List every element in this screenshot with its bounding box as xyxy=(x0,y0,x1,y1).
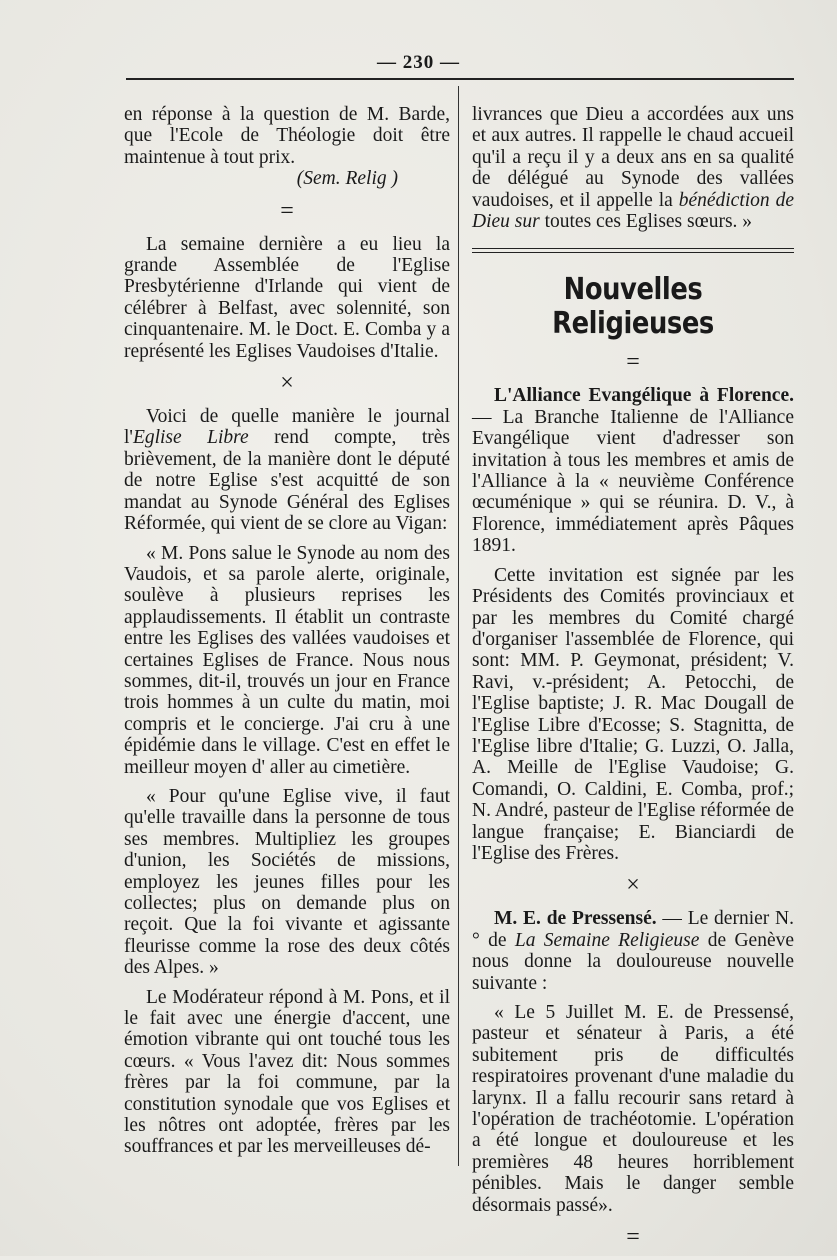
article-alliance-paragraph-2: Cette invitation est signée par les Présidents des Comités provinciaux et par les membres du Comité chargé d'organiser l'assemblée de Florence, qui sont: MM. P. Geymonat, président; V. Ravi, v.-président; A. Petocchi, de l'Eglise baptiste; J. R. Mac Dougall de l'Eglise Libre d'Ecosse; S. Stagnitta, de l'Eglise libre d'Italie; G. Luzzi, O. Jalla, A. Meille de l'Eglise Vaudoise; G. Comandi, O. Caldini, E. Comba, prof.; N. André, pasteur de l'Eglise réformée de langue française; E. Bianciardi de l'Eglise des Frères. xyxy=(472,564,794,864)
article-pressense-after: de Genève nous donne la douloureuse nouvelle suivante : xyxy=(472,929,794,994)
separator-equals-end: = xyxy=(626,1224,640,1251)
p3-text-before: Voici de quelle manière le journal l' xyxy=(124,406,450,449)
left-paragraph-4: « M. Pons salue le Synode au nom des Vaudois, et sa parole alerte, originale, soulève à plusieurs reprises les applaudissements. Il établit un contraste entre les Eglises des vallées vaudoises et certaines Eglises de France. Nous nous sommes, dit-il, trouvés un jour en France trois hommes à un culte du matin, moi compris et le concierge. J'ai cru à une épidémie dans le village. C'est en effet le meilleur moyen d' aller au cimetière. xyxy=(124,542,450,778)
header-rule xyxy=(126,78,794,80)
column-divider xyxy=(458,86,459,1166)
r1-text-after: toutes ces Eglises sœurs. » xyxy=(539,211,753,233)
section-title: Nouvelles Religieuses xyxy=(552,272,714,342)
left-column xyxy=(124,104,450,1158)
separator-equals: = xyxy=(626,349,640,376)
article-pressense-paragraph-2: « Le 5 Juillet M. E. de Pressensé, pasteur et sénateur à Paris, a été subitement pris de difficultés respiratoires provenant d'une maladie du larynx. Il a fallu recourir sans retard à l'opération de trachéotomie. L'opération a été longue et douloureuse et les premières 48 heures horriblement pénibles. Mais le danger semble désormais passé». xyxy=(472,1002,794,1216)
r1-text-before: livrances que Dieu a accordées aux uns et aux autres. Il rappelle le chaud accueil qu'il a reçu il y a deux ans en sa qualité de délégué au Synode des vallées vaudoises, et il appelle la xyxy=(472,104,794,211)
left-paragraph-2: La semaine dernière a eu lieu la grande Assemblée de l'Eglise Presbytérienne d'Irlande qui vient de célébrer à Belfast, avec solennité, son cinquantenaire. M. le Doct. E. Comba y a représenté les Eglises Vaudoises d'Italie. xyxy=(124,233,450,362)
article-pressense-journal: La Semaine Religieuse xyxy=(514,929,700,951)
separator-equals: = xyxy=(280,197,294,224)
page-number: — 230 — xyxy=(377,52,460,73)
article-pressense-before: — Le dernier N.° de xyxy=(472,908,794,951)
article-alliance-heading: L'Alliance Evangélique à Florence. xyxy=(494,385,794,407)
r1-italic: bénédiction de Dieu sur xyxy=(472,189,795,233)
journal-title: Eglise Libre xyxy=(132,427,249,449)
left-paragraph-1: en réponse à la question de M. Barde, que l'Ecole de Théologie doit être maintenue à tout prix. xyxy=(124,104,450,168)
left-paragraph-6: Le Modérateur répond à M. Pons, et il le fait avec une énergie d'accent, une émotion vibrante qui ont touché tous les cœurs. « Vous l'avez dit: Nous sommes frères par la foi commune, par la constitution synodale que vos Eglises et les nôtres ont adoptée, frères par les souffrances et par les merveilleuses dé- xyxy=(124,986,450,1158)
p3-text-after: rend compte, très brièvement, de la manière dont le député de notre Eglise s'est acquitté de son mandat au Synode Général des Eglises Réformée, qui vient de se clore au Vigan: xyxy=(124,427,450,535)
article-pressense xyxy=(472,908,794,994)
separator-cross: × xyxy=(626,872,640,899)
article-alliance-text: — La Branche Italienne de l'Alliance Evangélique vient d'adresser son invitation à tous les membres et amis de l'Alliance à la « neuvième Conférence œcuménique » qui se réunira. D. V., à Florence, immédiatement après Pâques 1891. xyxy=(472,406,794,557)
article-alliance xyxy=(472,385,794,556)
right-paragraph-1 xyxy=(472,104,794,232)
left-paragraph-5: « Pour qu'une Eglise vive, il faut qu'elle travaille dans la personne de tous ses membres. Multipliez les groupes d'union, les Sociétés de missions, employez les jeunes filles pour les collectes; plus on demande plus on reçoit. Que la foi vivante et agissante fleurisse comme la rose des deux côtés des Alpes. » xyxy=(124,785,450,979)
left-paragraph-3 xyxy=(124,406,450,534)
source-citation: (Sem. Relig ) xyxy=(296,168,398,190)
right-column xyxy=(472,104,794,1260)
separator-cross: × xyxy=(280,370,294,397)
section-double-rule xyxy=(472,248,794,253)
article-pressense-heading: M. E. de Pressensé. xyxy=(494,908,657,930)
